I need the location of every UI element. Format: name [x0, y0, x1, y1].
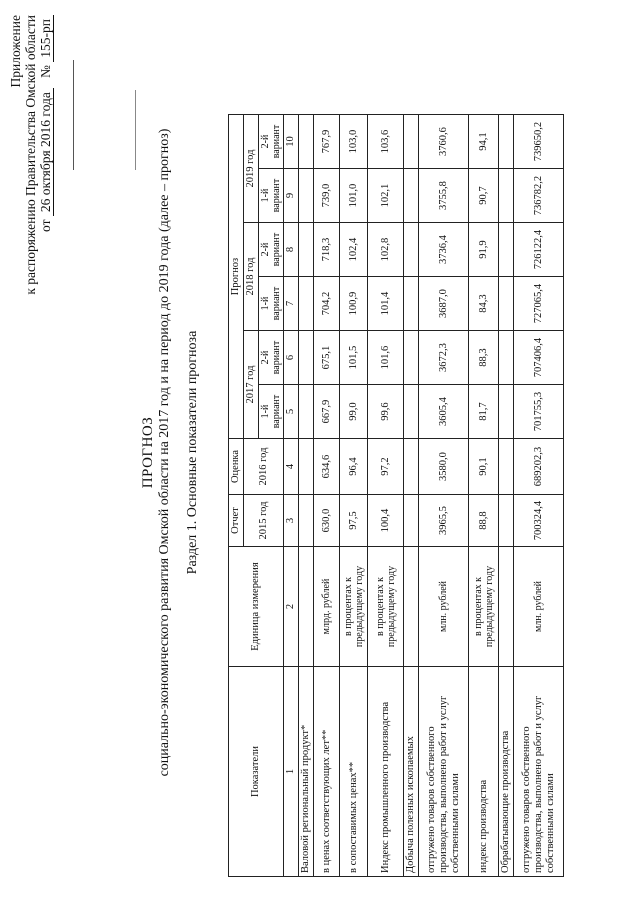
row-value: 103,0 [340, 115, 368, 169]
row-value: 3605,4 [419, 385, 469, 439]
col-number: 10 [284, 115, 299, 169]
row-unit: в процентах к предыдущему году [368, 547, 404, 667]
row-value: 94,1 [469, 115, 499, 169]
number-prefix: № [38, 65, 53, 78]
row-value [299, 385, 314, 439]
row-value: 634,6 [314, 439, 340, 495]
row-value: 102,4 [340, 223, 368, 277]
row-value: 84,3 [469, 277, 499, 331]
row-value [299, 223, 314, 277]
row-value: 88,8 [469, 495, 499, 547]
row-value [499, 495, 514, 547]
row-unit [404, 547, 419, 667]
header-2018-v1: 1-й вариант [259, 277, 284, 331]
row-value [499, 385, 514, 439]
row-value: 90,1 [469, 439, 499, 495]
row-value [499, 277, 514, 331]
row-value: 99,6 [368, 385, 404, 439]
signature-line-short [135, 90, 136, 170]
row-value [404, 115, 419, 169]
row-unit: млрд. рублей [314, 547, 340, 667]
header-indicators: Показатели [229, 667, 284, 877]
col-number: 8 [284, 223, 299, 277]
col-number: 7 [284, 277, 299, 331]
section-title: Раздел 1. Основные показатели прогноза [185, 330, 200, 575]
row-value: 727065,4 [514, 277, 564, 331]
row-label: отгружено товаров собственного производства, выполнено работ и услуг собственными силами [419, 667, 469, 877]
table-row [419, 115, 469, 877]
row-value: 704,2 [314, 277, 340, 331]
number-value: 155-рп [38, 15, 54, 62]
row-label: в сопоставимых ценах** [340, 667, 368, 877]
row-value [404, 169, 419, 223]
row-value: 102,8 [368, 223, 404, 277]
row-value: 88,3 [469, 331, 499, 385]
row-value: 97,5 [340, 495, 368, 547]
row-value: 3736,4 [419, 223, 469, 277]
row-value [299, 495, 314, 547]
forecast-table [228, 114, 564, 877]
header-unit: Единица измерения [229, 547, 284, 667]
row-value [499, 115, 514, 169]
row-label: Добыча полезных ископаемых [404, 667, 419, 877]
row-value: 81,7 [469, 385, 499, 439]
row-value: 99,0 [340, 385, 368, 439]
row-value: 3760,6 [419, 115, 469, 169]
row-value [499, 439, 514, 495]
row-value: 101,6 [368, 331, 404, 385]
row-value [299, 331, 314, 385]
row-label: в ценах соответствующих лет** [314, 667, 340, 877]
row-value: 101,5 [340, 331, 368, 385]
row-value: 630,0 [314, 495, 340, 547]
row-value: 701755,3 [514, 385, 564, 439]
row-value: 718,3 [314, 223, 340, 277]
table-row [404, 115, 419, 877]
row-value: 96,4 [340, 439, 368, 495]
row-value: 97,2 [368, 439, 404, 495]
row-value: 3965,5 [419, 495, 469, 547]
row-unit: в процентах к предыдущему году [469, 547, 499, 667]
order-date-number [38, 15, 54, 385]
row-value [499, 169, 514, 223]
row-value: 667,9 [314, 385, 340, 439]
table-row [368, 115, 404, 877]
table-row [514, 115, 564, 877]
col-number: 5 [284, 385, 299, 439]
header-2019-v2: 2-й вариант [259, 115, 284, 169]
col-number: 9 [284, 169, 299, 223]
table-row [499, 115, 514, 877]
row-value: 3687,0 [419, 277, 469, 331]
table-row [340, 115, 368, 877]
table-body [299, 115, 564, 877]
header-2017-v1: 1-й вариант [259, 385, 284, 439]
header-2015: 2015 год [244, 495, 284, 547]
header-2018-v2: 2-й вариант [259, 223, 284, 277]
row-value: 3672,3 [419, 331, 469, 385]
document-title: ПРОГНОЗ [140, 416, 156, 489]
row-value [299, 277, 314, 331]
row-value: 102,1 [368, 169, 404, 223]
row-value: 739,0 [314, 169, 340, 223]
row-value: 675,1 [314, 331, 340, 385]
header-2019-v1: 1-й вариант [259, 169, 284, 223]
row-label: Валовой региональный продукт* [299, 667, 314, 877]
row-value [404, 277, 419, 331]
column-numbers-row [284, 115, 299, 877]
row-value: 103,6 [368, 115, 404, 169]
row-unit [499, 547, 514, 667]
col-number: 4 [284, 439, 299, 495]
order-line: к распоряжению Правительства Омской области [23, 15, 38, 295]
row-value: 90,7 [469, 169, 499, 223]
row-value [404, 223, 419, 277]
row-label: отгружено товаров собственного производства, выполнено работ и услуг собственными силами [514, 667, 564, 877]
header-2016: 2016 год [244, 439, 284, 495]
col-number: 2 [284, 547, 299, 667]
row-value: 3755,8 [419, 169, 469, 223]
header-report: Отчет [229, 495, 244, 547]
table-row [469, 115, 499, 877]
row-value: 101,0 [340, 169, 368, 223]
row-value: 101,4 [368, 277, 404, 331]
row-value: 91,9 [469, 223, 499, 277]
row-unit [299, 547, 314, 667]
row-value: 739650,2 [514, 115, 564, 169]
header-estimate: Оценка [229, 439, 244, 495]
row-value [299, 439, 314, 495]
row-value: 689202,3 [514, 439, 564, 495]
row-value: 700324,4 [514, 495, 564, 547]
appendix-header [8, 15, 54, 385]
row-label: Индекс промышленного производства [368, 667, 404, 877]
header-2017-v2: 2-й вариант [259, 331, 284, 385]
row-value [299, 115, 314, 169]
header-2018: 2018 год [244, 223, 259, 331]
row-value [404, 495, 419, 547]
row-value [299, 169, 314, 223]
row-label: индекс производства [469, 667, 499, 877]
row-value [404, 439, 419, 495]
row-value: 3580,0 [419, 439, 469, 495]
row-label: Обрабатывающие производства [499, 667, 514, 877]
table-row [299, 115, 314, 877]
signature-line [73, 60, 74, 170]
row-value: 100,9 [340, 277, 368, 331]
table-row [314, 115, 340, 877]
header-forecast: Прогноз [229, 115, 244, 439]
header-2017: 2017 год [244, 331, 259, 439]
col-number: 3 [284, 495, 299, 547]
appendix-word: Приложение [8, 15, 23, 88]
row-value [404, 385, 419, 439]
date-prefix: от [38, 219, 53, 232]
row-unit: в процентах к предыдущему году [340, 547, 368, 667]
row-value [499, 223, 514, 277]
row-value [404, 331, 419, 385]
row-value: 736782,2 [514, 169, 564, 223]
row-value: 100,4 [368, 495, 404, 547]
row-unit: млн. рублей [514, 547, 564, 667]
row-value [499, 331, 514, 385]
col-number: 6 [284, 331, 299, 385]
row-value: 707406,4 [514, 331, 564, 385]
header-row-1 [229, 115, 244, 877]
col-number: 1 [284, 667, 299, 877]
row-value: 767,9 [314, 115, 340, 169]
document-subtitle: социально-экономического развития Омской области на 2017 год и на период до 2019 года (далее – прогноз) [157, 128, 172, 777]
row-value: 726122,4 [514, 223, 564, 277]
date-value: 26 октября 2016 года [38, 88, 54, 216]
row-unit: млн. рублей [419, 547, 469, 667]
header-2019: 2019 год [244, 115, 259, 223]
